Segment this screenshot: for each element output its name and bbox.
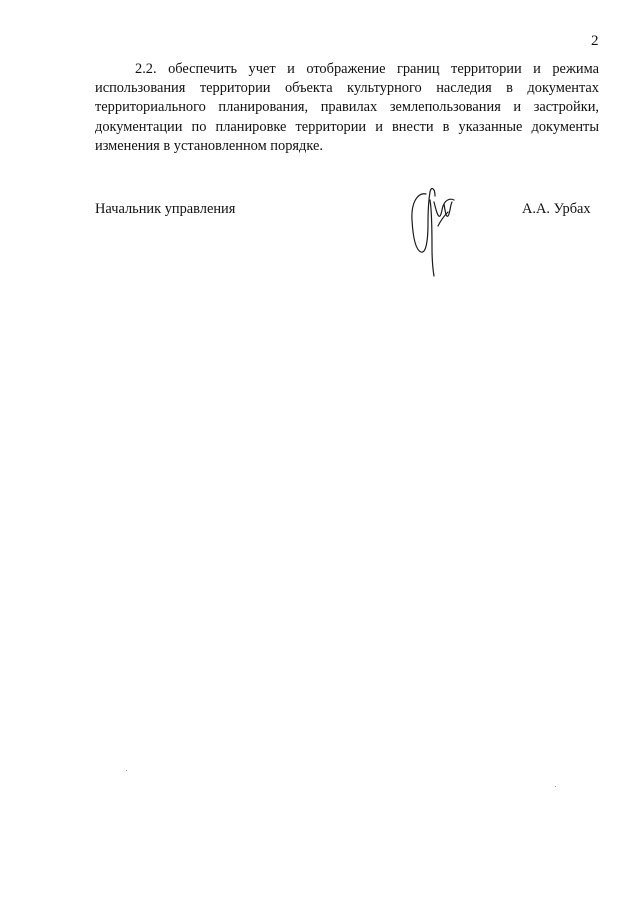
page-number: 2 [591,33,599,49]
paragraph-2-2 [95,60,599,156]
paragraph-line: территориального планирования, правилах землепользования и застройки, [95,99,599,116]
signatory-title: Начальник управления [95,201,236,217]
paragraph-line: использования территории объекта культурного наследия в документах [95,80,599,97]
paragraph-line: документации по планировке территории и внести в указанные документы [95,118,599,135]
handwritten-signature [404,182,464,278]
paragraph-line: 2.2. обеспечить учет и отображение границ территории и режима [135,61,599,77]
scan-speck [126,770,127,771]
signatory-name: А.А. Урбах [522,201,591,217]
paragraph-line: изменения в установленном порядке. [95,137,323,154]
scan-speck [555,786,556,787]
